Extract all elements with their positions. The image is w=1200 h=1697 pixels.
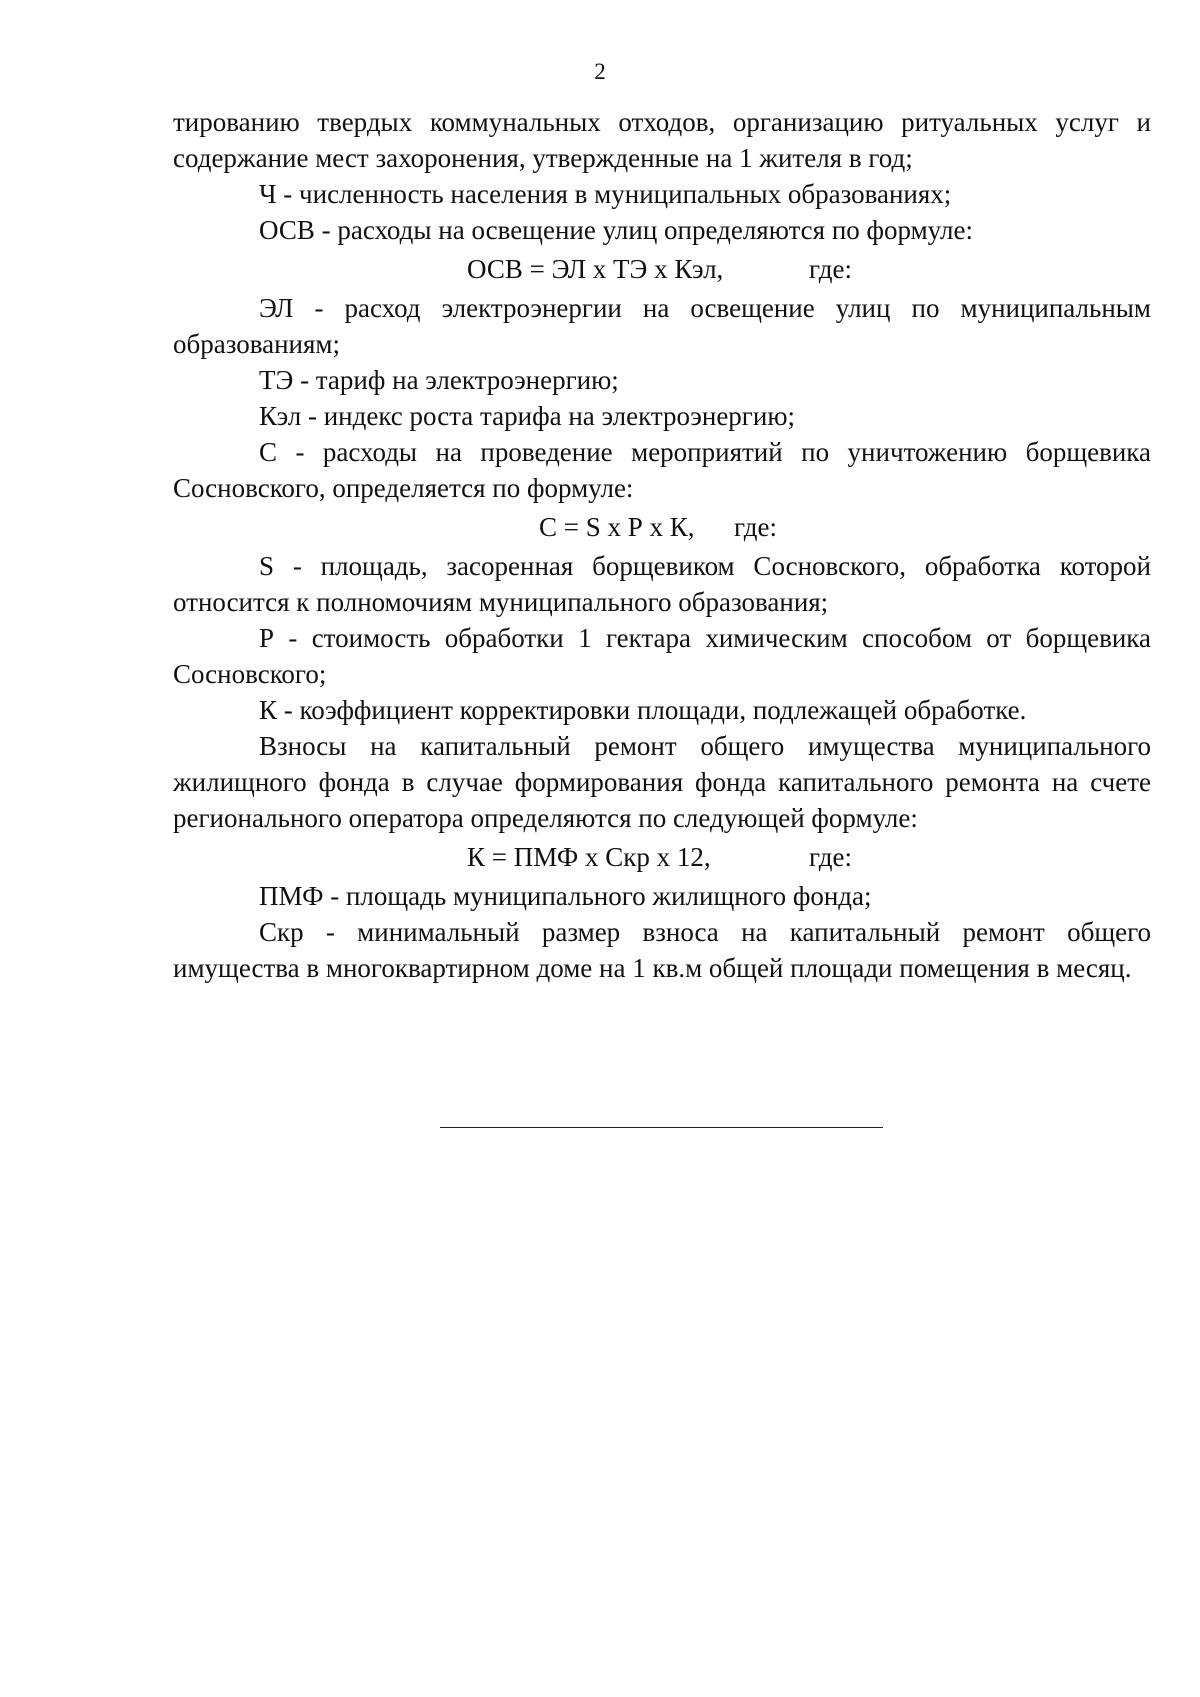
paragraph-hogweed-costs: С - расходы на проведение мероприятий по уничтожению борщевика Сосновского, определяется по формуле: [173, 437, 1151, 503]
paragraph-electricity-consumption: ЭЛ - расход электроэнергии на освещение улиц по муниципальным образованиям; [173, 293, 1151, 359]
paragraph-treatment-cost: Р - стоимость обработки 1 гектара химическим способом от борщевика Сосновского; [173, 623, 1151, 689]
paragraph-min-contribution: Скр - минимальный размер взноса на капитальный ремонт общего имущества в многоквартирном доме на 1 кв.м общей площади помещения в месяц. [173, 917, 1151, 983]
paragraph-continuation: тированию твердых коммунальных отходов, организацию ритуальных услуг и содержание мест захоронения, утвержденные на 1 жителя в год; [173, 107, 1151, 173]
end-separator-line [440, 1127, 883, 1128]
paragraph-tariff-index: Кэл - индекс роста тарифа на электроэнергию; [259, 401, 796, 431]
paragraph-correction-coefficient: К - коэффициент корректировки площади, подлежащей обработке. [259, 695, 1027, 725]
formula-osv-where: где: [809, 254, 852, 284]
page-number: 2 [594, 59, 606, 84]
formula-c [173, 509, 1151, 545]
formula-k [173, 839, 1151, 875]
formula-c-where: где: [734, 512, 777, 542]
formula-osv [173, 251, 1151, 287]
formula-c-expression: С = S х Р х К, [539, 512, 695, 542]
paragraph-area: S - площадь, засоренная борщевиком Сосновского, обработка которой относится к полномочиям муниципального образования; [173, 551, 1151, 617]
formula-k-where: где: [809, 842, 852, 872]
document-body [173, 104, 1151, 986]
formula-osv-expression: ОСВ = ЭЛ х ТЭ х Кэл, [467, 254, 724, 284]
formula-k-expression: К = ПМФ х Скр х 12, [467, 842, 711, 872]
paragraph-lighting-costs: ОСВ - расходы на освещение улиц определяются по формуле: [259, 215, 973, 245]
paragraph-capital-repair-contributions: Взносы на капитальный ремонт общего имущества муниципального жилищного фонда в случае формирования фонда капитального ремонта на счете регионального оператора определяются по следующей формуле: [173, 731, 1151, 833]
paragraph-housing-area: ПМФ - площадь муниципального жилищного фонда; [259, 881, 872, 911]
paragraph-population: Ч - численность населения в муниципальных образованиях; [259, 179, 952, 209]
paragraph-tariff: ТЭ - тариф на электроэнергию; [259, 365, 619, 395]
